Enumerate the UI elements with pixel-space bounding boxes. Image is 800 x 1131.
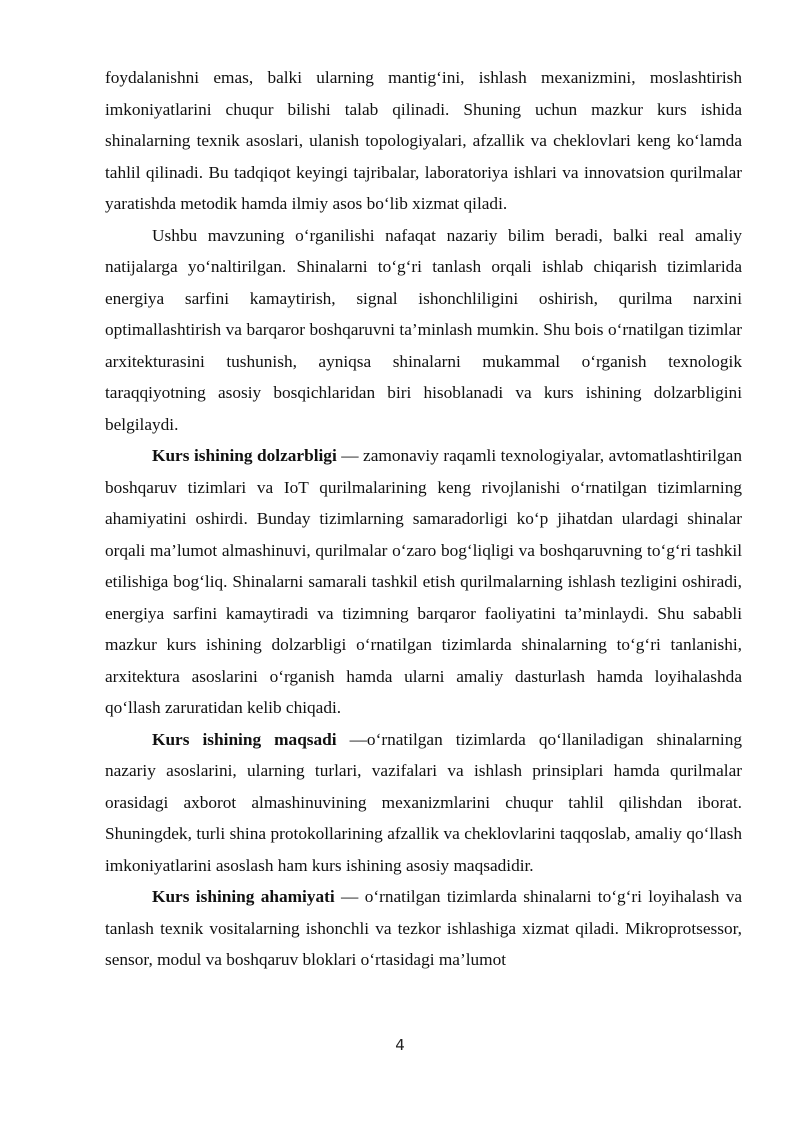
paragraph-text: — zamonaviy raqamli texnologiyalar, avtomatlashtirilgan boshqaruv tizimlari va IoT qurilmalarining keng rivojlanishi o‘rnatilgan tizimlarning ahamiyatini oshirdi. Bunday tizimlarning samaradorligi ko‘p jihatdan ulardagi shinalar orqali ma’lumot almashinuvi, qurilmalar o‘zaro bog‘liqligi va boshqaruvning to‘g‘ri tashkil etilishiga bog‘liq. Shinalarni samarali tashkil etish qurilmalarning ishlash tezligini oshiradi, energiya sarfini kamaytiradi va tizimning barqaror faoliyatini ta’minlaydi. Shu sababli mazkur kurs ishining dolzarbligi o‘rnatilgan tizimlarda shinalarning to‘g‘ri tanlanishi, arxitektura asoslarini o‘rganish hamda ularni amaliy dasturlash hamda loyihalashda qo‘llash zaruratidan kelib chiqadi. (105, 446, 742, 717)
section-lead-relevance: Kurs ishining dolzarbligi (152, 446, 337, 465)
paragraph-topic-study (105, 220, 742, 441)
page-body (105, 62, 742, 976)
paragraph-text: foydalanishni emas, balki ularning mantig‘ini, ishlash mexanizmini, moslashtirish imkoniyatlarini chuqur bilishi talab qilinadi. Shuning uchun mazkur kurs ishida shinalarning texnik asoslari, ulanish topologiyalari, afzallik va cheklovlari keng ko‘lamda tahlil qilinadi. Bu tadqiqot keyingi tajribalar, laboratoriya ishlari va innovatsion qurilmalar yaratishda metodik hamda ilmiy asos bo‘lib xizmat qiladi. (105, 68, 742, 213)
page-number: 4 (395, 1036, 405, 1054)
section-lead-goal: Kurs ishining maqsadi (152, 729, 337, 749)
paragraph-relevance (105, 440, 742, 724)
paragraph-text: Ushbu mavzuning o‘rganilishi nafaqat nazariy bilim beradi, balki real amaliy natijalarga yo‘naltirilgan. Shinalarni to‘g‘ri tanlash orqali ishlab chiqarish tizimlarida energiya sarfini kamaytirish, signal ishonchliligini oshirish, qurilma narxini optimallashtirish va barqaror boshqaruvni ta’minlash mumkin. Shu bois o‘rnatilgan tizimlar arxitekturasini tushunish, ayniqsa shinalarni mukammal o‘rganish texnologik taraqqiyotning asosiy bosqichlaridan biri hisoblanadi va kurs ishining dolzarbligini belgilaydi. (105, 225, 742, 434)
paragraph-significance (105, 881, 742, 976)
paragraph-continuation (105, 62, 742, 220)
section-lead-significance: Kurs ishining ahamiyati (152, 887, 335, 906)
paragraph-text: —o‘rnatilgan tizimlarda qo‘llaniladigan shinalarning nazariy asoslarini, ularning turlari, vazifalari va ishlash prinsiplari hamda qurilmalar orasidagi axborot almashinuvining mexanizmlarini chuqur tahlil qilishdan iborat. Shuningdek, turli shina protokollarining afzallik va cheklovlarini taqqoslab, amaliy qo‘llash imkoniyatlarini asoslash ham kurs ishining asosiy maqsadidir. (105, 729, 742, 875)
paragraph-text: — o‘rnatilgan tizimlarda shinalarni to‘g‘ri loyihalash va tanlash texnik vositalarning ishonchli va tezkor ishlashiga xizmat qiladi. Mikroprotsessor, sensor, modul va boshqaruv bloklari o‘rtasidagi ma’lumot (105, 887, 743, 969)
paragraph-goal (105, 724, 742, 882)
